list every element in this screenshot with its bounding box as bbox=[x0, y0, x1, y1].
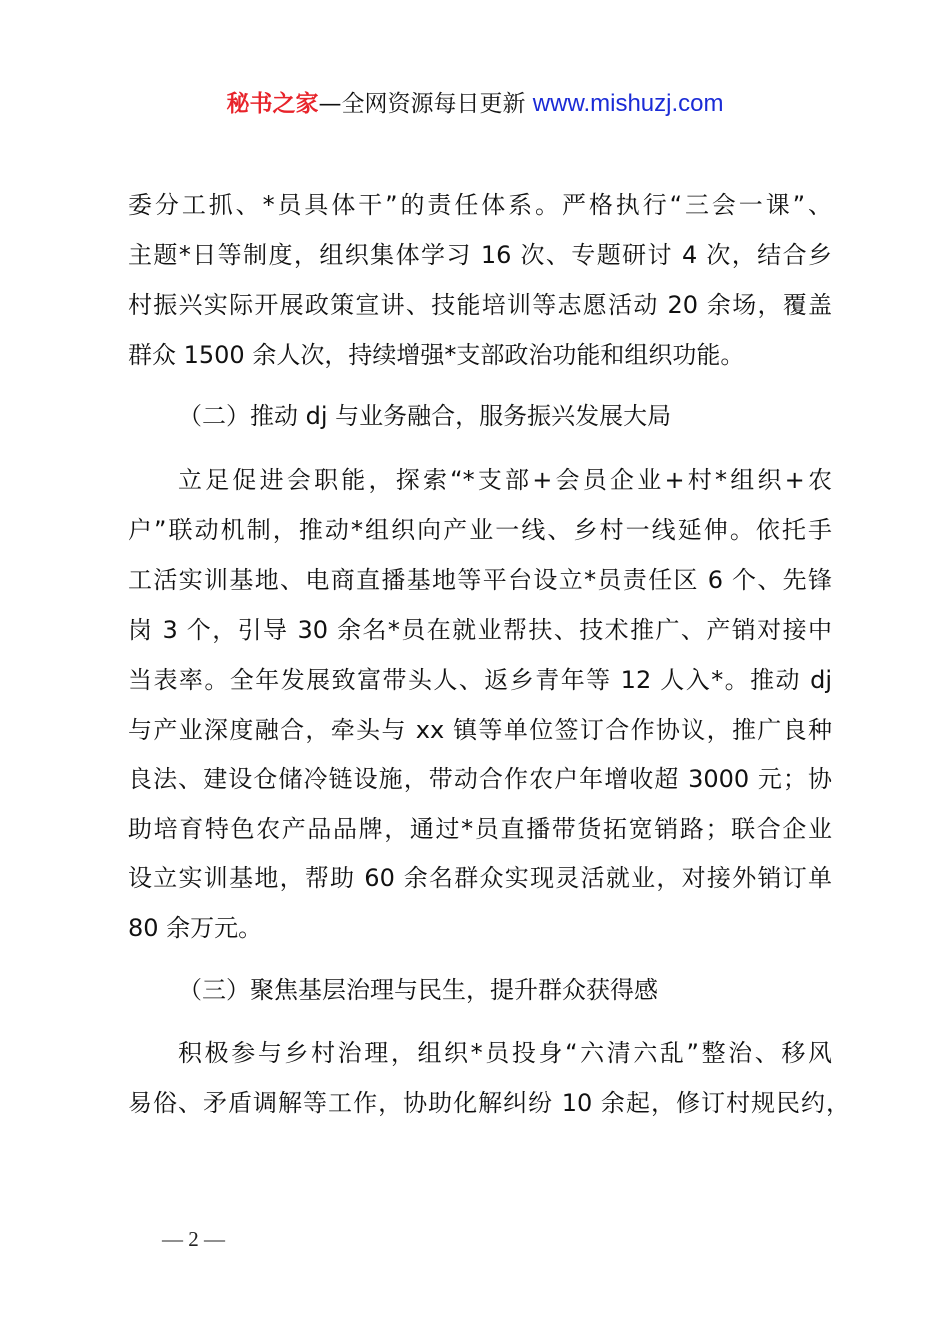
site-url-link[interactable]: www.mishuzj.com bbox=[532, 90, 724, 117]
body-line: 主题*日等制度，组织集体学习 16 次、专题研讨 4 次，结合乡 bbox=[128, 241, 832, 269]
body-line: 助培育特色农产品品牌，通过*员直播带货拓宽销路；联合企业 bbox=[128, 815, 832, 843]
body-line: 积极参与乡村治理，组织*员投身“六清六乱”整治、移风 bbox=[178, 1039, 832, 1067]
body-line: 80 余万元。 bbox=[128, 914, 263, 942]
body-line: 委分工抓、*员具体干”的责任体系。严格执行“三会一课”、 bbox=[128, 191, 832, 219]
section-heading: （二）推动 dj 与业务融合，服务振兴发展大局 bbox=[178, 402, 672, 430]
body-line: 岗 3 个，引导 30 余名*员在就业帮扶、技术推广、产销对接中 bbox=[128, 616, 832, 644]
body-line: 易俗、矛盾调解等工作，协助化解纠纷 10 余起，修订村规民约， bbox=[128, 1089, 850, 1117]
body-line: 设立实训基地，帮助 60 余名群众实现灵活就业，对接外销订单 bbox=[128, 864, 832, 892]
section-heading: （三）聚焦基层治理与民生，提升群众获得感 bbox=[178, 976, 658, 1004]
brand-name: 秘书之家 bbox=[226, 91, 319, 117]
body-line: 良法、建设仓储冷链设施，带动合作农户年增收超 3000 元；协 bbox=[128, 765, 832, 793]
header-tagline: —全网资源每日更新 bbox=[318, 91, 533, 117]
body-line: 村振兴实际开展政策宣讲、技能培训等志愿活动 20 余场，覆盖 bbox=[128, 291, 832, 319]
body-line: 立足促进会职能，探索“*支部+会员企业+村*组织+农 bbox=[178, 466, 832, 494]
site-header bbox=[0, 88, 950, 120]
body-line: 当表率。全年发展致富带头人、返乡青年等 12 人入*。推动 dj bbox=[128, 666, 832, 694]
body-line: 户”联动机制，推动*组织向产业一线、乡村一线延伸。依托手 bbox=[128, 516, 832, 544]
page-number: — 2 — bbox=[162, 1227, 225, 1251]
body-line: 工活实训基地、电商直播基地等平台设立*员责任区 6 个、先锋 bbox=[128, 566, 832, 594]
body-line: 群众 1500 余人次，持续增强*支部政治功能和组织功能。 bbox=[128, 341, 745, 369]
body-line: 与产业深度融合，牵头与 xx 镇等单位签订合作协议，推广良种 bbox=[128, 716, 832, 744]
